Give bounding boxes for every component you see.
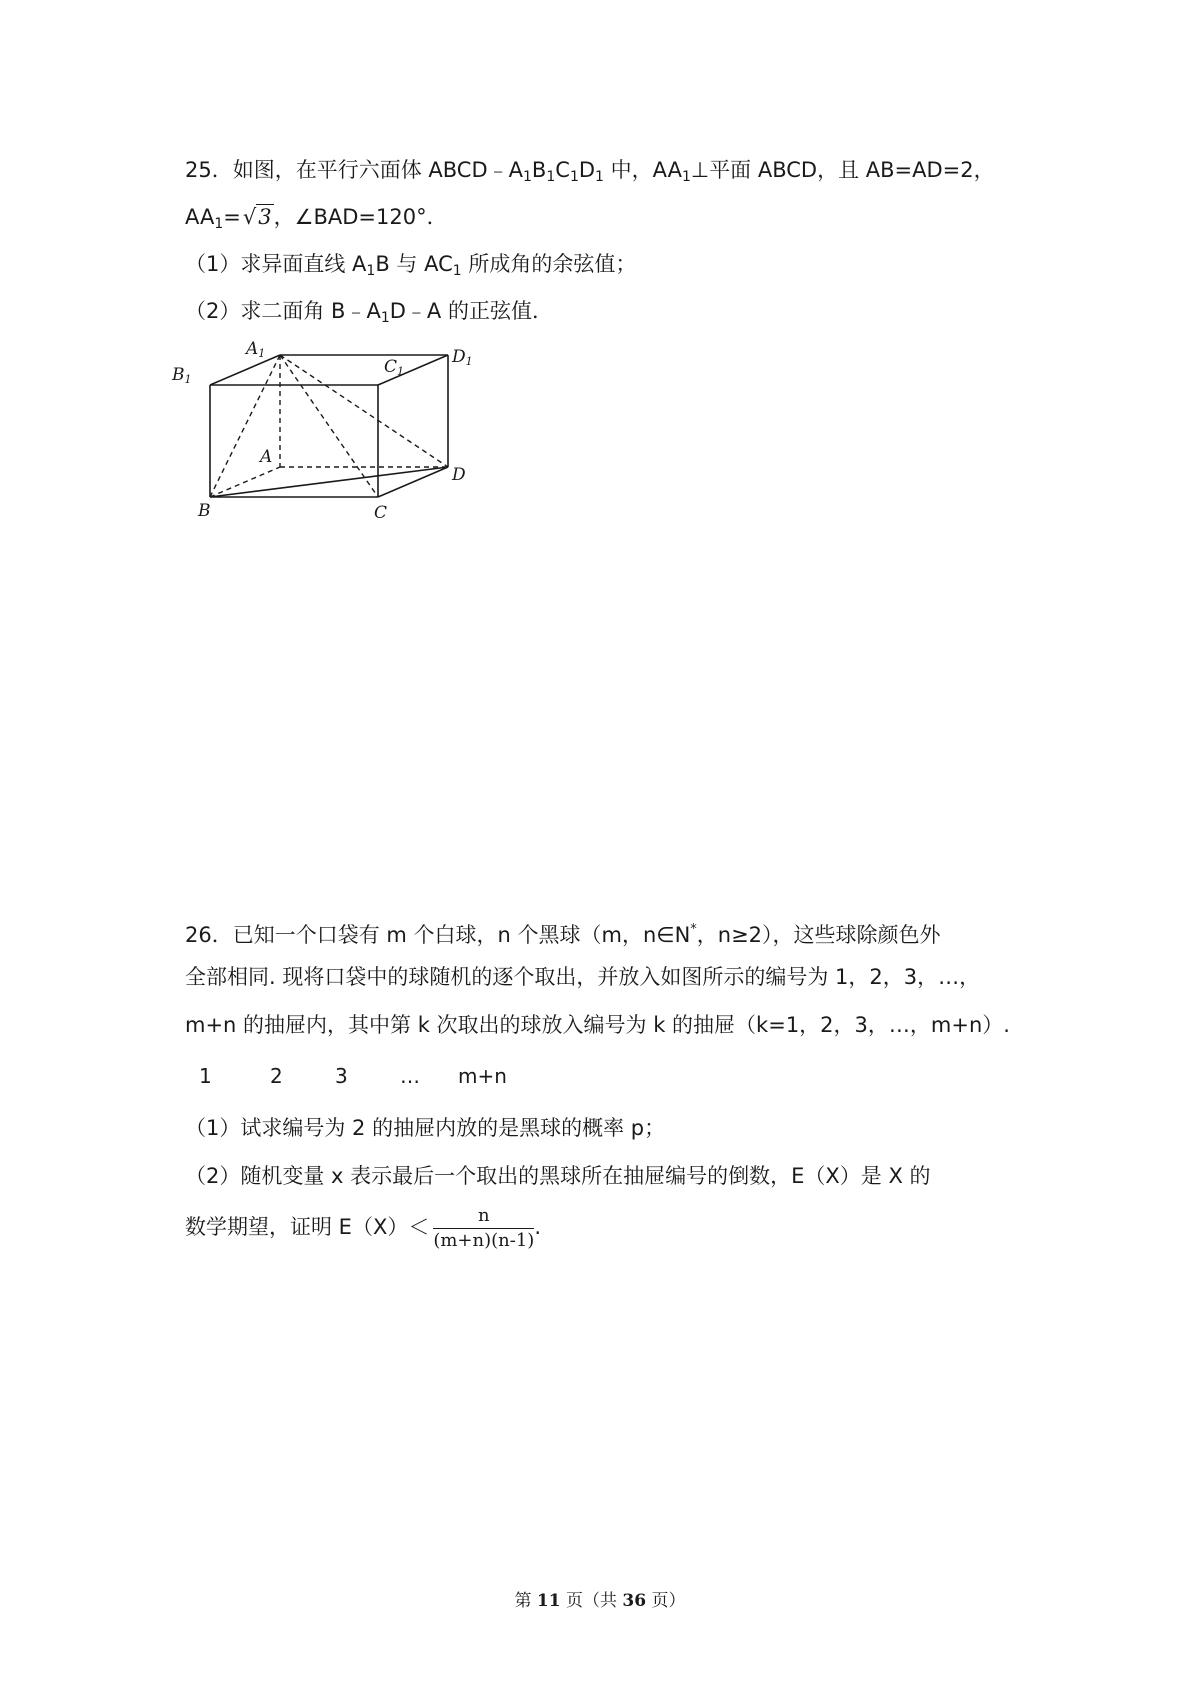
q25-text: B 与 AC [375,252,453,276]
sqrt-expression [243,202,274,232]
subscript: 1 [214,216,224,232]
subscript: 1 [452,263,462,279]
q25-text: AA [185,205,215,229]
q25-text: D﹣A 的正弦值． [389,299,553,323]
q25-text: （2）求二面角 B﹣A [185,299,381,323]
q25-text: B [531,158,547,182]
subscript: 1 [380,310,390,326]
q26-line-1 [185,915,941,950]
q25-text: ，∠BAD=120°． [273,205,448,229]
page-number: 11 [536,1591,561,1611]
q25-text: 25．如图，在平行六面体 ABCD﹣A [185,158,523,182]
subscript: 1 [681,169,691,185]
q26-part-2-line-1 [185,1161,931,1191]
fraction [433,1206,534,1251]
q26-text: （2）随机变量 x 表示最后一个取出的黑球所在抽屉编号的倒数，E（X）是 X 的 [185,1164,931,1188]
footer-text: 页） [646,1591,686,1611]
q25-text: 中，AA [603,158,682,182]
q26-text: 数学期望，证明 E（X）＜ [185,1215,430,1239]
q25-text: 所成角的余弦值； [461,252,637,276]
hidden-line-a1-c [280,355,378,497]
fraction-denominator: (m+n)(n-1) [433,1229,535,1251]
superscript: * [690,922,697,937]
drawer-label: 1 [199,1064,212,1088]
label-d: D [452,465,466,485]
hidden-line-a1-d [280,355,448,467]
subscript: 1 [546,169,556,185]
q25-text: C [555,158,570,182]
total-pages: 36 [622,1591,647,1611]
subscript: 1 [595,169,604,185]
q26-text: ，n≥2），这些球除颜色外 [696,923,941,947]
fraction-numerator: n [433,1206,534,1229]
q25-text: （1）求异面直线 A [185,252,367,276]
q25-line-2 [185,202,448,239]
subscript: 1 [569,169,579,185]
drawer-label: … [400,1064,420,1088]
sqrt-sign: √ [242,205,257,229]
drawer-label: 3 [335,1064,348,1088]
q25-part-1 [185,249,636,286]
q25-text: = [223,205,241,229]
q26-text: m+n 的抽屉内，其中第 k 次取出的球放入编号为 k 的抽屉（k=1，2，3，…，m+n）. [185,1013,1010,1037]
sqrt-radicand: 3 [258,205,272,229]
q25-line-1 [185,155,995,192]
q25-text: ⊥平面 ABCD，且 AB=AD=2， [690,158,995,182]
q25-text: D [578,158,596,182]
label-b: B [198,501,211,521]
label-d1: D1 [452,347,473,368]
label-a: A [260,447,273,467]
drawer-label: m+n [458,1064,507,1088]
footer-text: 第 [514,1591,537,1611]
hidden-line-b-a1 [210,355,280,497]
q26-part-2-line-2 [185,1203,541,1251]
subscript: 1 [366,263,376,279]
q26-text: 全部相同. 现将口袋中的球随机的逐个取出，并放入如图所示的编号为 1，2，3，…， [185,965,981,989]
subscript: 1 [523,169,532,185]
q26-text: 26．已知一个口袋有 m 个白球，n 个黑球（m，n∈N [185,923,691,947]
q26-line-2 [185,962,980,992]
edge-b1-a1 [210,355,280,385]
q26-part-1 [185,1113,665,1143]
q26-text: （1）试求编号为 2 的抽屉内放的是黑球的概率 p； [185,1116,666,1140]
q25-part-2 [185,296,553,333]
label-c1: C1 [384,357,405,378]
footer-text: 页（共 [560,1591,623,1611]
q26-text: . [534,1215,541,1239]
drawer-label: 2 [270,1064,283,1088]
label-a1: A1 [246,339,266,360]
q26-line-3 [185,1010,1010,1040]
parallelepiped-figure [172,335,480,530]
label-b1: B1 [172,365,192,386]
page-footer [0,1586,1200,1611]
label-c: C [374,503,388,523]
